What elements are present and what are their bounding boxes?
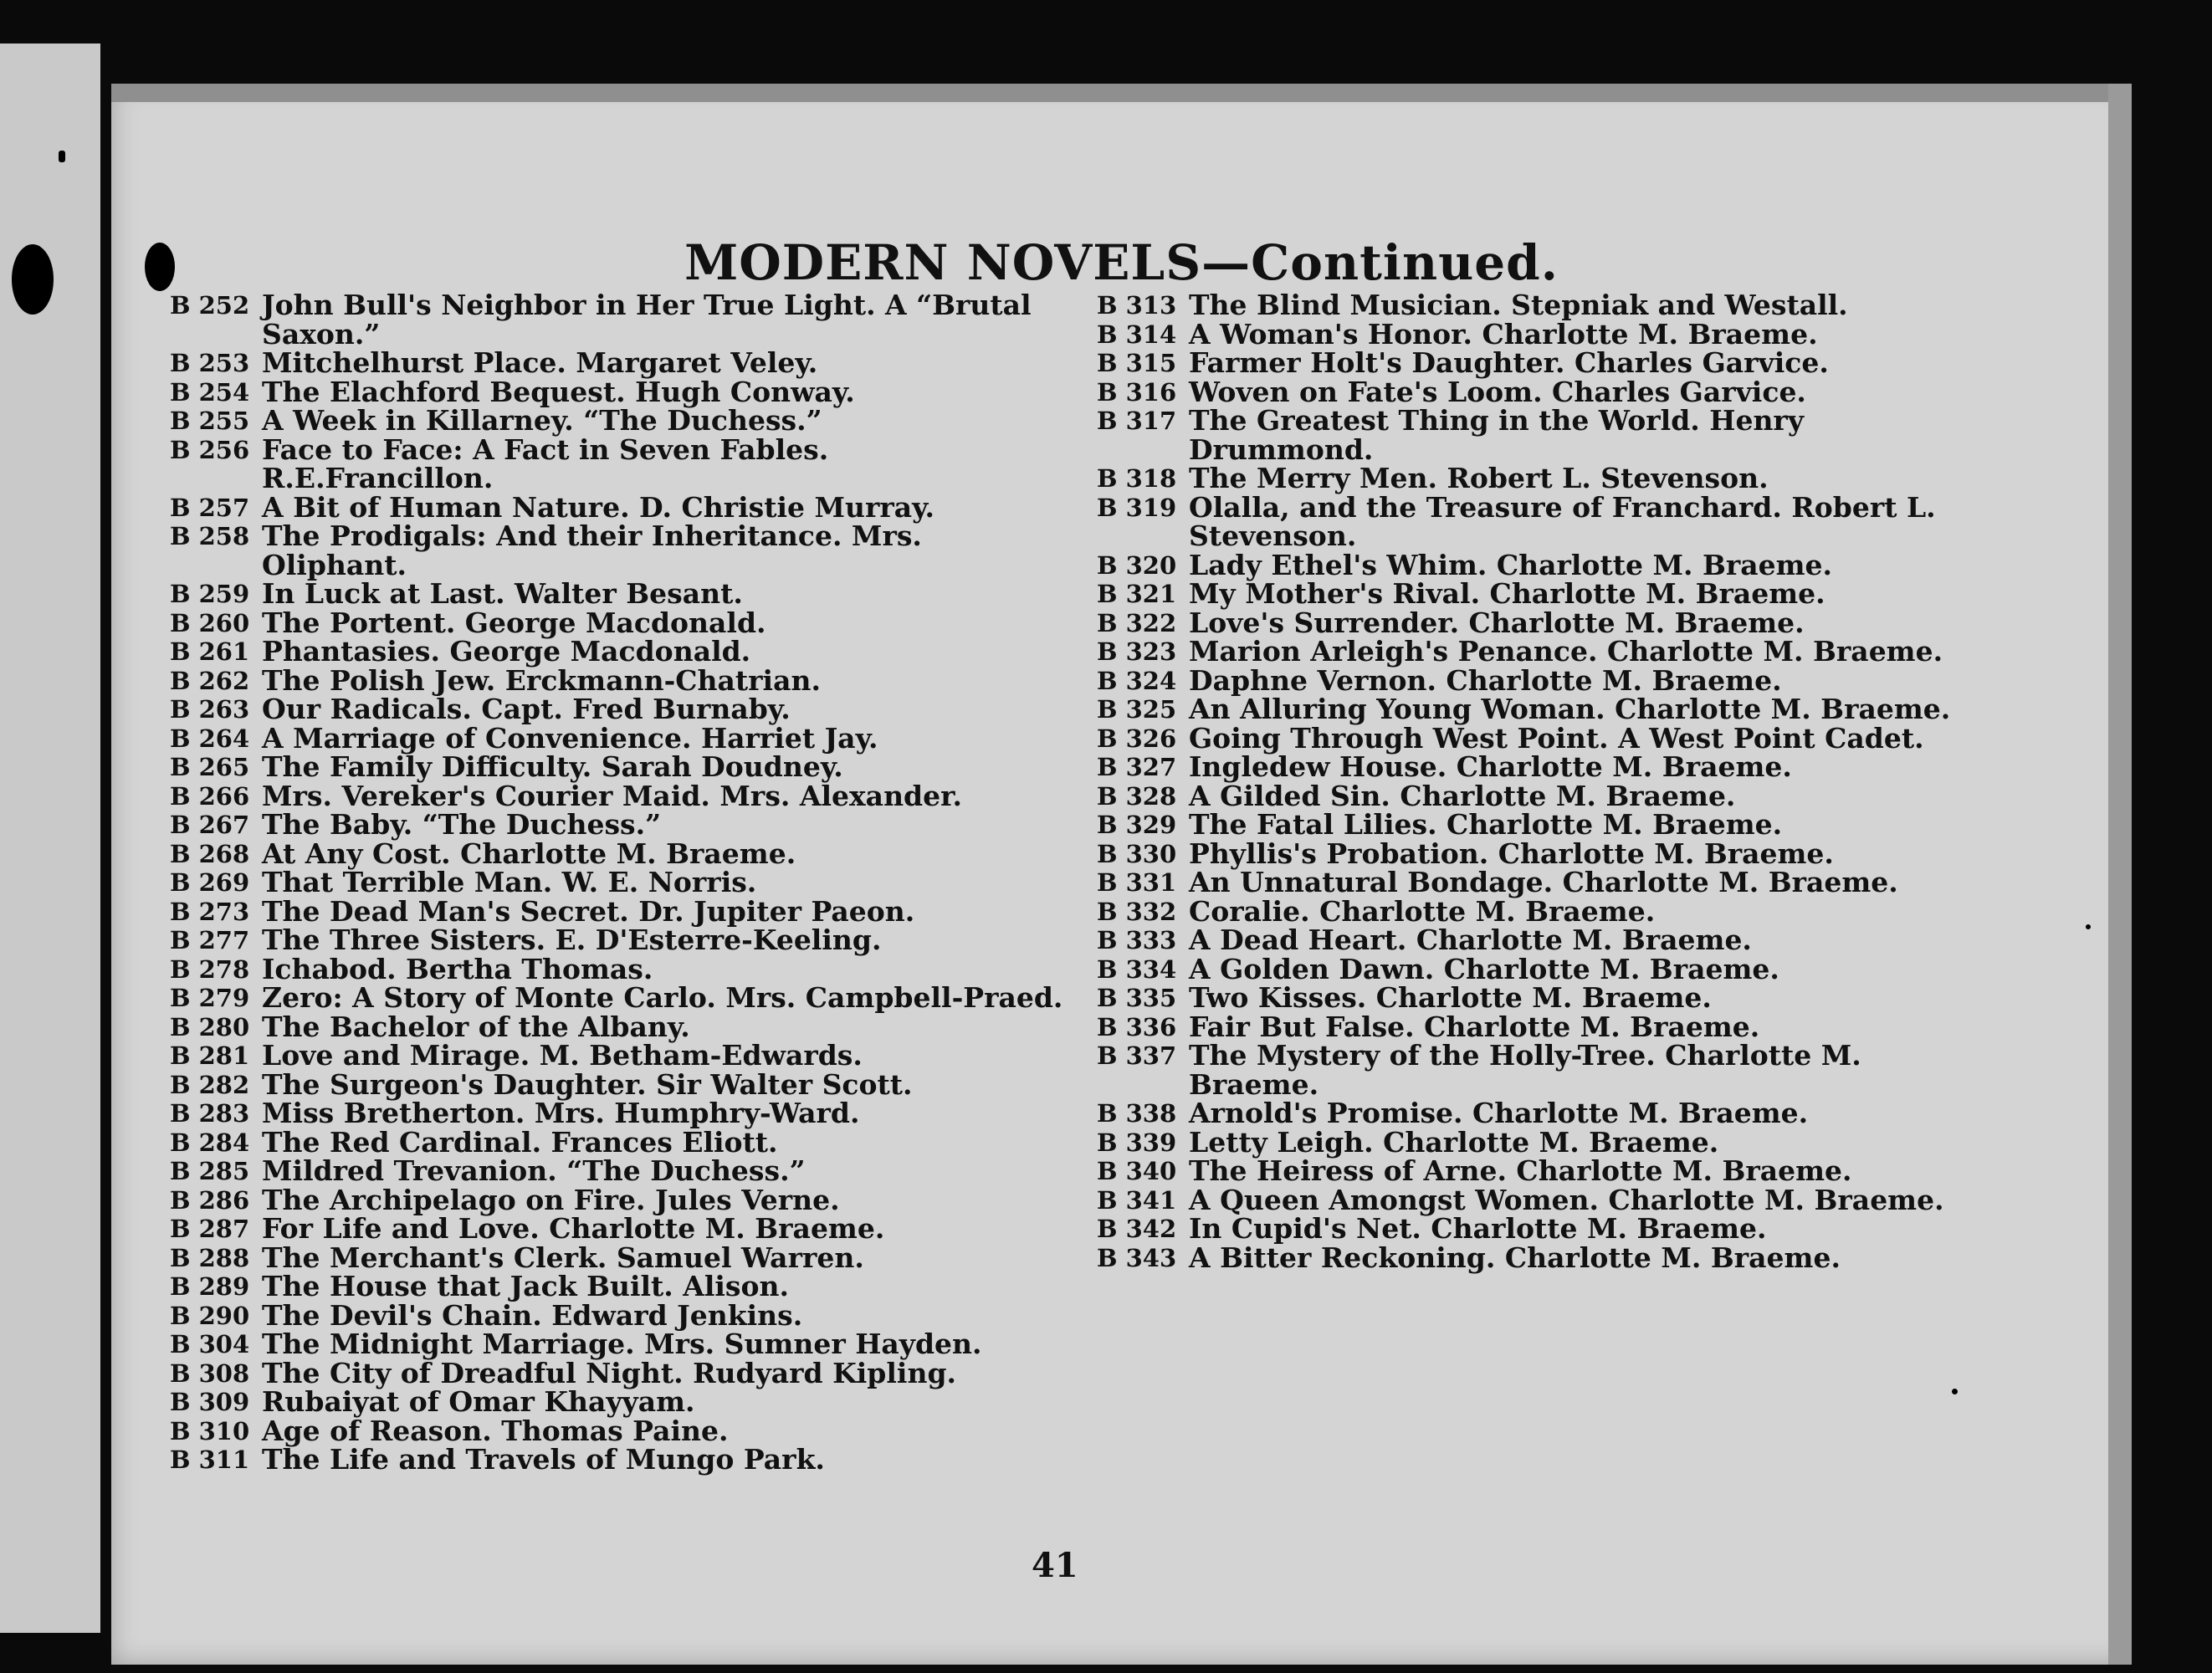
entry-title-author: The Life and Travels of Mungo Park. xyxy=(262,1443,825,1476)
entry-number: B 321 xyxy=(1097,580,1177,608)
catalog-entry xyxy=(1097,317,1992,350)
entry-number: B 261 xyxy=(170,637,250,666)
entry-title-author: An Alluring Young Woman. Charlotte M. Braeme. xyxy=(1189,693,1951,725)
catalog-entry xyxy=(170,1272,1065,1302)
entry-number: B 285 xyxy=(170,1157,250,1185)
entry-number: B 286 xyxy=(170,1185,250,1215)
entry-title-author: Fair But False. Charlotte M. Braeme. xyxy=(1189,1010,1760,1043)
entry-number: B 268 xyxy=(170,839,250,868)
entry-number: B 280 xyxy=(170,1012,250,1041)
catalog-entry xyxy=(170,1212,1065,1245)
entry-number: B 328 xyxy=(1097,781,1177,811)
entry-number: B 319 xyxy=(1097,493,1177,522)
entry-title-author: The Portent. George Macdonald. xyxy=(262,606,766,639)
entry-number: B 263 xyxy=(170,695,250,724)
catalog-entry xyxy=(1097,346,1992,379)
catalog-entry xyxy=(1097,606,1992,639)
entry-title-author: Going Through West Point. A West Point Cadet. xyxy=(1189,721,1924,755)
catalog-entry xyxy=(1097,808,1992,841)
catalog-entry xyxy=(1097,923,1992,956)
entry-number: B 333 xyxy=(1097,926,1177,954)
entry-title-author: Mitchelhurst Place. Margaret Veley. xyxy=(262,346,818,379)
entry-number: B 314 xyxy=(1097,320,1177,349)
entry-number: B 258 xyxy=(170,522,250,550)
catalog-entry xyxy=(170,606,1065,639)
entry-title-author: Coralie. Charlotte M. Braeme. xyxy=(1189,894,1656,928)
entry-number: B 282 xyxy=(170,1070,250,1099)
catalog-entry xyxy=(170,1067,1065,1101)
entry-number: B 324 xyxy=(1097,666,1177,695)
catalog-entry xyxy=(170,1183,1065,1216)
entry-number: B 260 xyxy=(170,608,250,637)
entry-title-author: An Unnatural Bondage. Charlotte M. Braeme. xyxy=(1189,866,1898,898)
entry-number: B 315 xyxy=(1097,349,1177,377)
entry-title-author: The Red Cardinal. Frances Eliott. xyxy=(262,1125,778,1159)
right-column xyxy=(1097,291,1992,1272)
catalog-entry xyxy=(1097,548,1992,581)
entry-title-author: The Prodigals: And their Inheritance. Mrs. Oliphant. xyxy=(262,519,922,581)
entry-number: B 326 xyxy=(1097,724,1177,753)
catalog-entry xyxy=(170,1099,1065,1128)
entry-title-author: Mildred Trevanion. “The Duchess.” xyxy=(262,1154,806,1187)
catalog-entry xyxy=(170,836,1065,870)
entry-title-author: The Merchant's Clerk. Samuel Warren. xyxy=(262,1241,864,1274)
catalog-entry xyxy=(170,637,1065,667)
page-right-edge xyxy=(2108,84,2132,1665)
catalog-entry xyxy=(1097,1010,1992,1043)
catalog-entry xyxy=(1097,836,1992,870)
entry-number: B 341 xyxy=(1097,1185,1177,1215)
entry-number: B 290 xyxy=(170,1301,250,1330)
page-title: MODERN NOVELS—Continued. xyxy=(684,234,1559,291)
entry-title-author: The House that Jack Built. Alison. xyxy=(262,1270,789,1302)
entry-number: B 339 xyxy=(1097,1128,1177,1157)
entry-title-author: Farmer Holt's Daughter. Charles Garvice. xyxy=(1189,346,1829,379)
catalog-entry xyxy=(170,779,1065,812)
entry-number: B 256 xyxy=(170,435,250,464)
entry-number: B 289 xyxy=(170,1272,250,1301)
catalog-entry xyxy=(1097,291,1992,320)
entry-number: B 343 xyxy=(1097,1243,1177,1272)
entry-title-author: In Cupid's Net. Charlotte M. Braeme. xyxy=(1189,1212,1767,1245)
catalog-page xyxy=(111,84,2132,1665)
entry-number: B 255 xyxy=(170,407,250,435)
entry-number: B 278 xyxy=(170,954,250,984)
entry-title-author: Rubaiyat of Omar Khayyam. xyxy=(262,1385,695,1418)
entry-number: B 342 xyxy=(1097,1215,1177,1243)
catalog-entry xyxy=(170,1445,1065,1475)
entry-title-author: Marion Arleigh's Penance. Charlotte M. Braeme. xyxy=(1189,635,1943,668)
entry-number: B 288 xyxy=(170,1243,250,1272)
entry-title-author: The Archipelago on Fire. Jules Verne. xyxy=(262,1183,840,1216)
catalog-entry xyxy=(1097,1212,1992,1245)
catalog-entry xyxy=(170,695,1065,724)
entry-number: B 335 xyxy=(1097,984,1177,1012)
page-number: 41 xyxy=(1032,1546,1078,1585)
catalog-entry xyxy=(1097,464,1992,494)
catalog-entry xyxy=(170,1041,1065,1071)
entry-title-author: The Blind Musician. Stepniak and Westall. xyxy=(1189,289,1848,321)
ink-speck xyxy=(1952,1389,1958,1394)
entry-number: B 304 xyxy=(170,1330,250,1358)
entry-title-author: The Midnight Marriage. Mrs. Sumner Hayden. xyxy=(262,1328,982,1360)
entry-title-author: Letty Leigh. Charlotte M. Braeme. xyxy=(1189,1125,1719,1159)
catalog-entry xyxy=(170,721,1065,755)
catalog-entry xyxy=(170,291,1065,349)
catalog-entry xyxy=(170,1125,1065,1159)
entry-title-author: The Elachford Bequest. Hugh Conway. xyxy=(262,375,855,408)
catalog-entry xyxy=(170,490,1065,524)
entry-title-author: The Heiress of Arne. Charlotte M. Braeme. xyxy=(1189,1154,1852,1187)
entry-title-author: A Gilded Sin. Charlotte M. Braeme. xyxy=(1189,779,1736,812)
catalog-entry xyxy=(1097,695,1992,724)
catalog-entry xyxy=(1097,1241,1992,1274)
entry-title-author: At Any Cost. Charlotte M. Braeme. xyxy=(262,836,796,870)
entry-number: B 338 xyxy=(1097,1099,1177,1128)
entry-number: B 265 xyxy=(170,753,250,781)
catalog-entry xyxy=(1097,577,1992,610)
entry-number: B 323 xyxy=(1097,637,1177,666)
entry-title-author: Olalla, and the Treasure of Franchard. Robert L. Stevenson. xyxy=(1189,490,1936,552)
entry-number: B 325 xyxy=(1097,695,1177,724)
entry-number: B 313 xyxy=(1097,291,1177,320)
entry-title-author: Two Kisses. Charlotte M. Braeme. xyxy=(1189,981,1712,1014)
entry-title-author: A Bitter Reckoning. Charlotte M. Braeme. xyxy=(1189,1241,1841,1274)
catalog-entry xyxy=(1097,1125,1992,1159)
entry-title-author: The Family Difficulty. Sarah Doudney. xyxy=(262,750,843,783)
catalog-entry xyxy=(170,1298,1065,1332)
entry-number: B 279 xyxy=(170,984,250,1012)
entry-number: B 327 xyxy=(1097,753,1177,781)
entry-title-author: A Queen Amongst Women. Charlotte M. Braeme. xyxy=(1189,1183,1944,1216)
ink-speck xyxy=(2086,924,2091,929)
left-column xyxy=(170,291,1065,1475)
catalog-entry xyxy=(1097,1099,1992,1128)
catalog-entry xyxy=(170,577,1065,610)
catalog-entry xyxy=(170,868,1065,898)
entry-title-author: For Life and Love. Charlotte M. Braeme. xyxy=(262,1212,885,1245)
entry-number: B 283 xyxy=(170,1099,250,1128)
catalog-entry xyxy=(170,375,1065,408)
catalog-entry xyxy=(170,346,1065,379)
entry-title-author: The Baby. “The Duchess.” xyxy=(262,808,662,841)
catalog-entry xyxy=(1097,663,1992,697)
entry-title-author: The Devil's Chain. Edward Jenkins. xyxy=(262,1298,803,1332)
entry-title-author: Phantasies. George Macdonald. xyxy=(262,635,751,668)
entry-title-author: My Mother's Rival. Charlotte M. Braeme. xyxy=(1189,577,1825,610)
catalog-entry xyxy=(170,923,1065,956)
entry-title-author: Lady Ethel's Whim. Charlotte M. Braeme. xyxy=(1189,548,1833,581)
entry-title-author: Ichabod. Bertha Thomas. xyxy=(262,952,653,985)
entry-number: B 340 xyxy=(1097,1157,1177,1185)
catalog-entry xyxy=(1097,490,1992,552)
adjacent-page-edge xyxy=(0,43,100,1633)
catalog-entry xyxy=(1097,404,1992,466)
catalog-entry xyxy=(1097,981,1992,1014)
entry-title-author: Age of Reason. Thomas Paine. xyxy=(262,1414,729,1447)
entry-title-author: Arnold's Promise. Charlotte M. Braeme. xyxy=(1189,1097,1809,1129)
entry-title-author: The Dead Man's Secret. Dr. Jupiter Paeon. xyxy=(262,894,915,928)
entry-number: B 269 xyxy=(170,868,250,897)
entry-number: B 316 xyxy=(1097,377,1177,407)
entry-number: B 310 xyxy=(170,1416,250,1445)
entry-title-author: A Week in Killarney. “The Duchess.” xyxy=(262,404,822,437)
catalog-entry xyxy=(170,1154,1065,1187)
entry-number: B 264 xyxy=(170,724,250,753)
entry-number: B 311 xyxy=(170,1445,250,1474)
catalog-entry xyxy=(1097,1041,1992,1099)
entry-title-author: Love's Surrender. Charlotte M. Braeme. xyxy=(1189,606,1805,639)
entry-title-author: The Three Sisters. E. D'Esterre-Keeling. xyxy=(262,923,882,956)
entry-title-author: A Marriage of Convenience. Harriet Jay. xyxy=(262,721,878,755)
catalog-entry xyxy=(1097,779,1992,812)
catalog-entry xyxy=(170,404,1065,437)
entry-number: B 257 xyxy=(170,493,250,522)
catalog-entry xyxy=(1097,868,1992,898)
entry-title-author: Zero: A Story of Monte Carlo. Mrs. Campbell-Praed. xyxy=(262,981,1063,1014)
entry-number: B 266 xyxy=(170,781,250,811)
entry-title-author: The Greatest Thing in the World. Henry Drummond. xyxy=(1189,404,1804,466)
entry-title-author: The Merry Men. Robert L. Stevenson. xyxy=(1189,462,1769,494)
entry-title-author: A Bit of Human Nature. D. Christie Murray. xyxy=(262,490,935,524)
entry-number: B 337 xyxy=(1097,1041,1177,1070)
catalog-entry xyxy=(170,1414,1065,1447)
entry-number: B 262 xyxy=(170,666,250,695)
entry-title-author: The Polish Jew. Erckmann-Chatrian. xyxy=(262,663,821,697)
entry-title-author: That Terrible Man. W. E. Norris. xyxy=(262,866,757,898)
entry-number: B 252 xyxy=(170,291,250,320)
entry-number: B 331 xyxy=(1097,868,1177,897)
entry-number: B 254 xyxy=(170,377,250,407)
catalog-entry xyxy=(1097,1154,1992,1187)
entry-title-author: Woven on Fate's Loom. Charles Garvice. xyxy=(1189,375,1806,408)
catalog-entry xyxy=(1097,894,1992,928)
catalog-entry xyxy=(170,750,1065,783)
entry-title-author: The Mystery of the Holly-Tree. Charlotte M. Braeme. xyxy=(1189,1039,1861,1101)
entry-number: B 273 xyxy=(170,897,250,926)
entry-title-author: Face to Face: A Fact in Seven Fables. R.E.Francillon. xyxy=(262,432,829,494)
catalog-entry xyxy=(170,519,1065,581)
entry-title-author: In Luck at Last. Walter Besant. xyxy=(262,577,743,610)
catalog-entry xyxy=(1097,952,1992,985)
page-top-shadow xyxy=(111,84,2132,102)
entry-number: B 317 xyxy=(1097,407,1177,435)
entry-title-author: Daphne Vernon. Charlotte M. Braeme. xyxy=(1189,663,1782,697)
entry-number: B 281 xyxy=(170,1041,250,1070)
catalog-entry xyxy=(1097,375,1992,408)
catalog-entry xyxy=(170,663,1065,697)
catalog-entry xyxy=(170,1010,1065,1043)
entry-number: B 284 xyxy=(170,1128,250,1157)
entry-number: B 287 xyxy=(170,1215,250,1243)
catalog-entry xyxy=(170,894,1065,928)
entry-title-author: A Woman's Honor. Charlotte M. Braeme. xyxy=(1189,317,1818,350)
entry-number: B 267 xyxy=(170,811,250,839)
entry-title-author: Phyllis's Probation. Charlotte M. Braeme. xyxy=(1189,836,1834,870)
catalog-entry xyxy=(170,1385,1065,1418)
catalog-entry xyxy=(170,952,1065,985)
catalog-entry xyxy=(170,1241,1065,1274)
catalog-entry xyxy=(1097,750,1992,783)
entry-number: B 334 xyxy=(1097,954,1177,984)
entry-title-author: Love and Mirage. M. Betham-Edwards. xyxy=(262,1039,863,1072)
catalog-entry xyxy=(1097,721,1992,755)
catalog-entry xyxy=(170,432,1065,494)
entry-number: B 253 xyxy=(170,349,250,377)
entry-number: B 309 xyxy=(170,1388,250,1416)
entry-title-author: A Golden Dawn. Charlotte M. Braeme. xyxy=(1189,952,1779,985)
entry-number: B 308 xyxy=(170,1358,250,1388)
entry-title-author: The Fatal Lilies. Charlotte M. Braeme. xyxy=(1189,808,1783,841)
catalog-entry xyxy=(170,1356,1065,1389)
entry-title-author: John Bull's Neighbor in Her True Light. A “Brutal Saxon.” xyxy=(262,289,1032,350)
binding-hole-mark xyxy=(12,244,54,315)
entry-title-author: Miss Bretherton. Mrs. Humphry-Ward. xyxy=(262,1097,860,1129)
catalog-entry xyxy=(170,1330,1065,1359)
entry-number: B 336 xyxy=(1097,1012,1177,1041)
entry-title-author: A Dead Heart. Charlotte M. Braeme. xyxy=(1189,923,1752,956)
catalog-entry xyxy=(170,981,1065,1014)
catalog-entry xyxy=(1097,1183,1992,1216)
entry-number: B 259 xyxy=(170,580,250,608)
entry-number: B 332 xyxy=(1097,897,1177,926)
entry-number: B 329 xyxy=(1097,811,1177,839)
catalog-entry xyxy=(1097,637,1992,667)
entry-title-author: The City of Dreadful Night. Rudyard Kipling. xyxy=(262,1356,957,1389)
entry-title-author: Mrs. Vereker's Courier Maid. Mrs. Alexander. xyxy=(262,779,962,812)
entry-number: B 322 xyxy=(1097,608,1177,637)
entry-title-author: Our Radicals. Capt. Fred Burnaby. xyxy=(262,693,791,725)
ink-speck xyxy=(59,151,65,162)
entry-number: B 330 xyxy=(1097,839,1177,868)
entry-title-author: The Surgeon's Daughter. Sir Walter Scott. xyxy=(262,1067,913,1101)
entry-number: B 318 xyxy=(1097,464,1177,493)
entry-number: B 320 xyxy=(1097,550,1177,580)
entry-title-author: The Bachelor of the Albany. xyxy=(262,1010,690,1043)
entry-title-author: Ingledew House. Charlotte M. Braeme. xyxy=(1189,750,1792,783)
catalog-entry xyxy=(170,808,1065,841)
entry-number: B 277 xyxy=(170,926,250,954)
